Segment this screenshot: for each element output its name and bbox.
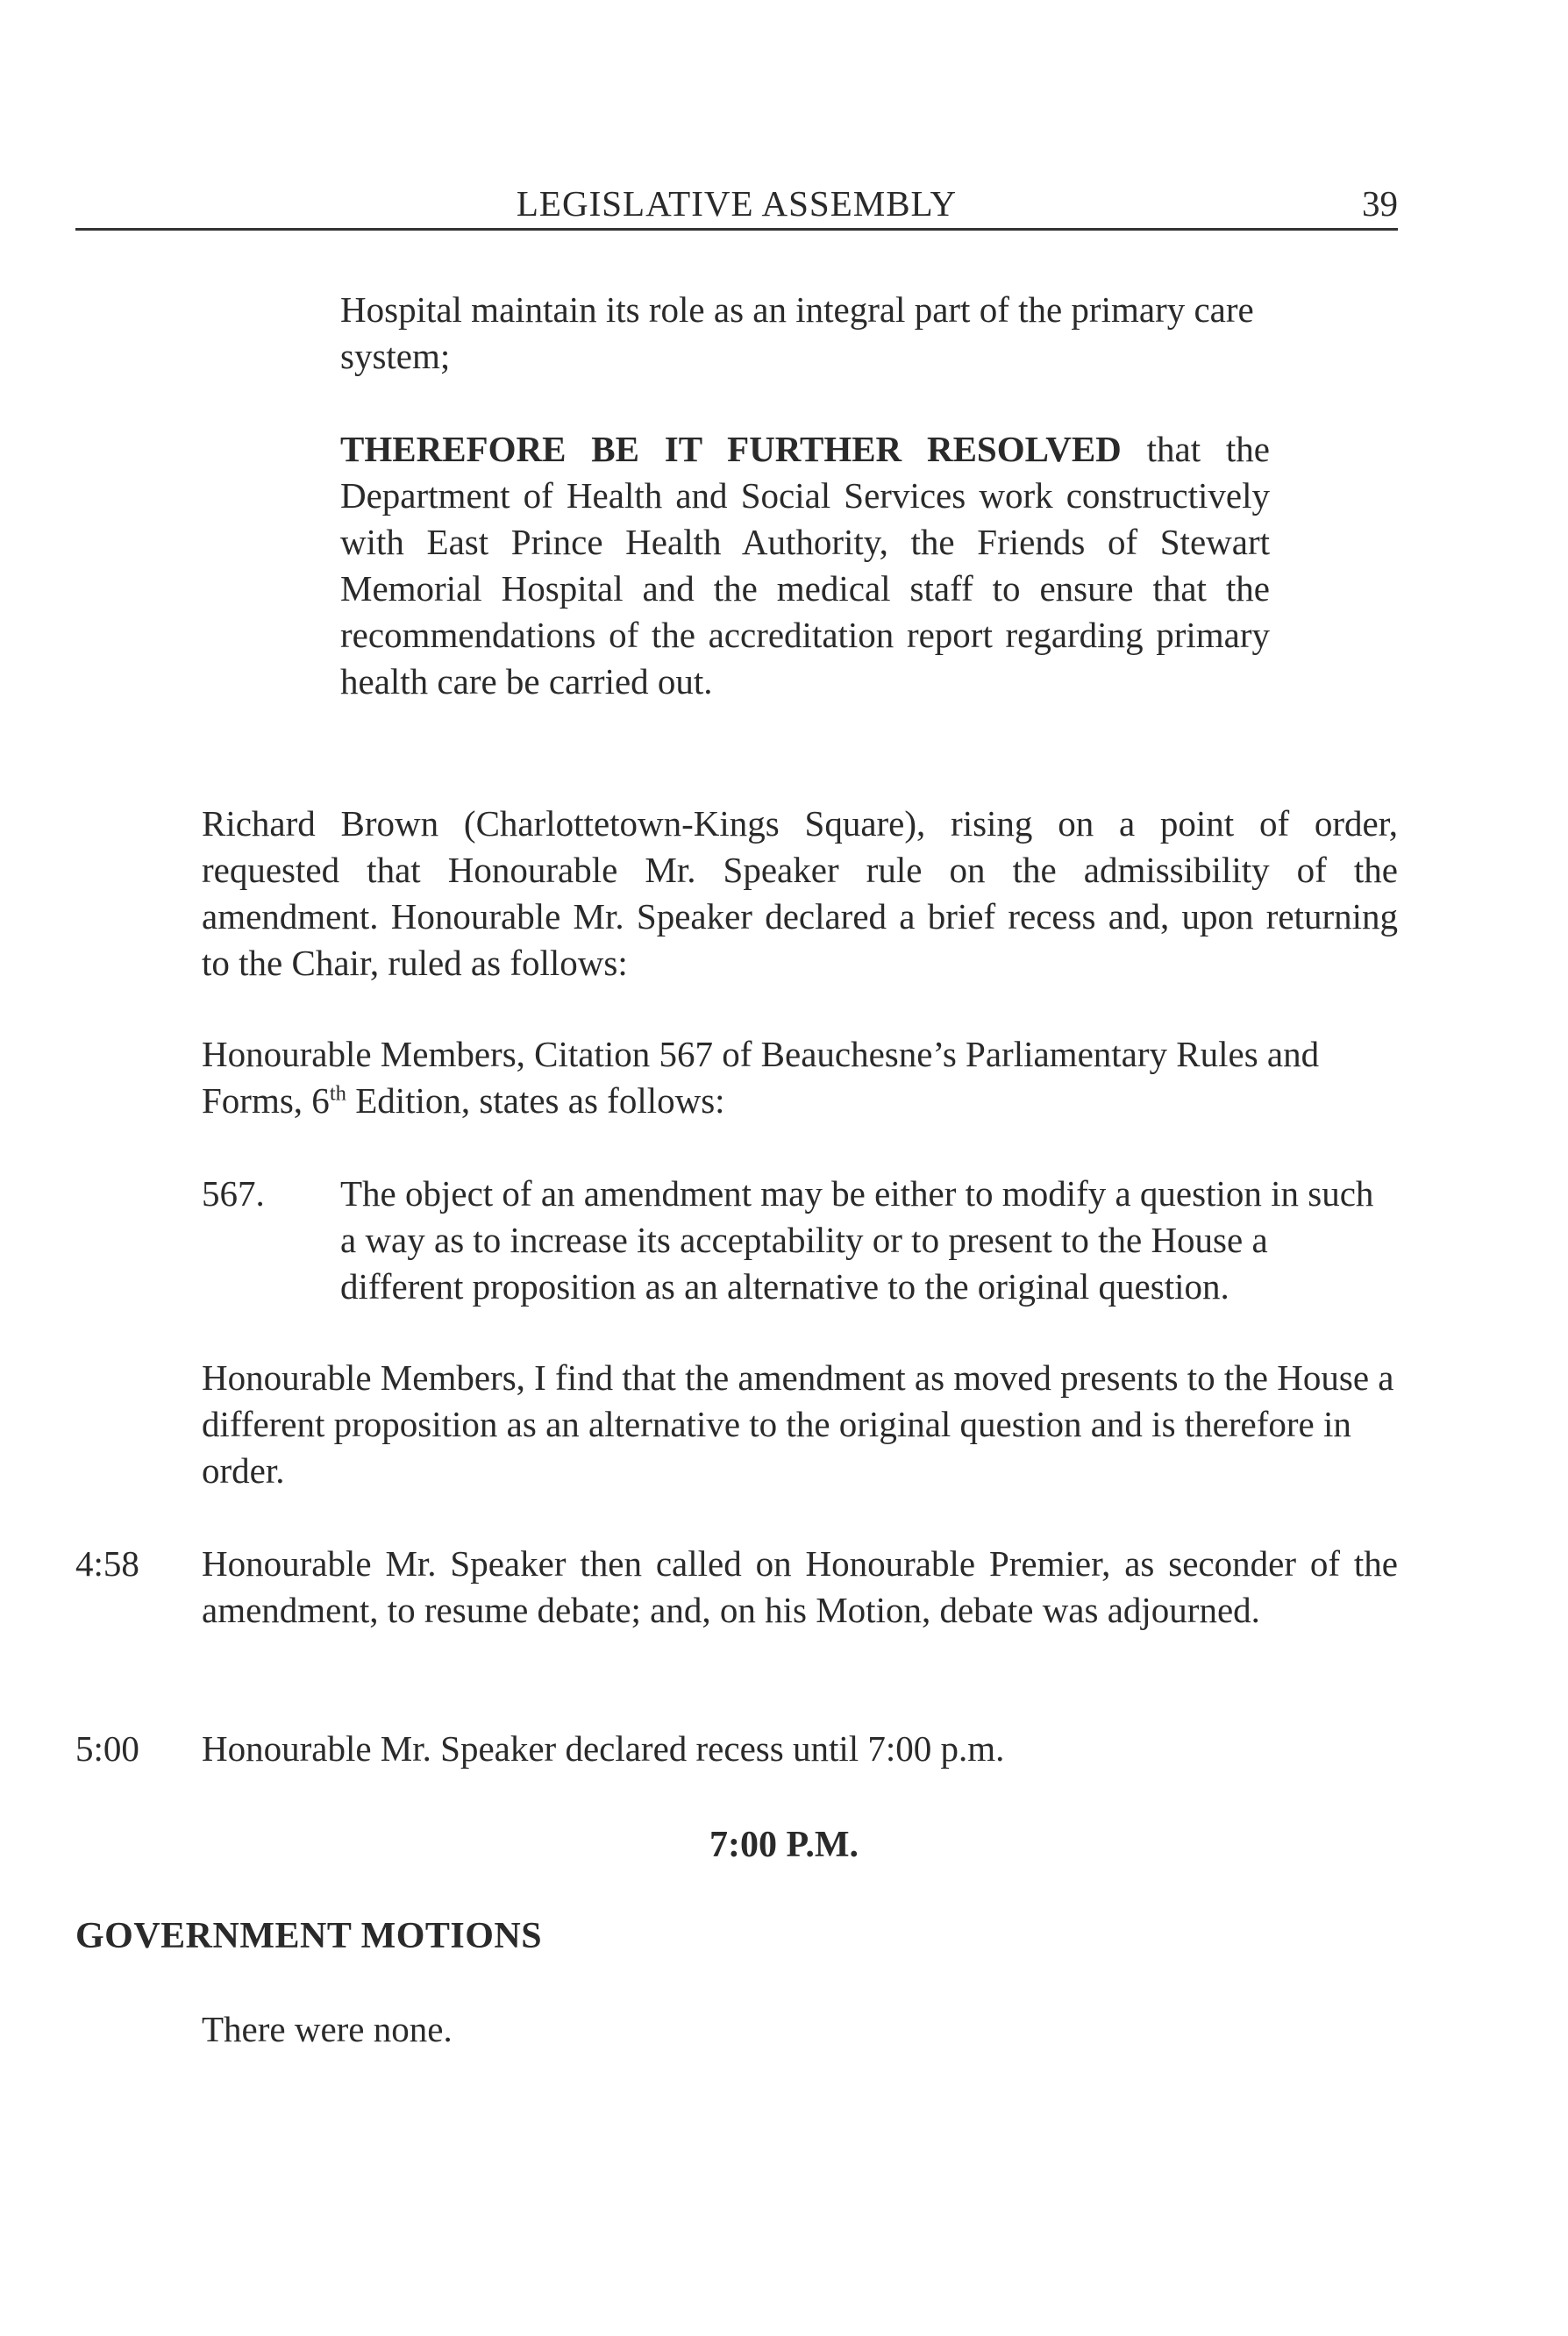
continued-paragraph: Hospital maintain its role as an integral part of the primary care system; xyxy=(340,289,1254,376)
evening-sitting-heading: 7:00 P.M. xyxy=(709,1825,859,1865)
page-header xyxy=(75,179,1398,231)
time-label: 5:00 xyxy=(75,1728,139,1769)
citation-number: 567. xyxy=(202,1173,265,1214)
time-label: 4:58 xyxy=(75,1543,139,1584)
section-text: There were none. xyxy=(202,2009,453,2049)
header-title: LEGISLATIVE ASSEMBLY xyxy=(516,183,958,224)
page-number: 39 xyxy=(1362,183,1398,224)
ordinal-suffix: th xyxy=(329,1081,346,1106)
ruling-conclusion-paragraph: Honourable Members, I find that the amendment as moved presents to the House a different proposition as an alternative to the original question and is therefore in order. xyxy=(202,1357,1394,1491)
section-heading: GOVERNMENT MOTIONS xyxy=(75,1916,543,1956)
ruling-intro-text: Honourable Members, Citation 567 of Beauchesne’s Parliamentary Rules and Forms, 6 xyxy=(202,1034,1320,1121)
ruling-intro-paragraph xyxy=(202,1031,1398,1124)
resolution-text: that the Department of Health and Social Services work constructively with East Prince Health Authority, the Friends of Stewart Memorial Hospital and the medical staff to ensure that the recommendations of the accreditation report regarding primary health care be carried out. xyxy=(340,429,1270,702)
ruling-intro-tail: Edition, states as follows: xyxy=(346,1080,725,1121)
resolution-paragraph xyxy=(340,426,1270,705)
proceedings-entry: Honourable Mr. Speaker declared recess until 7:00 p.m. xyxy=(202,1728,1005,1769)
proceedings-entry: Honourable Mr. Speaker then called on Honourable Premier, as seconder of the amendment, to resume debate; and, on his Motion, debate was adjourned. xyxy=(202,1543,1398,1630)
citation-text: The object of an amendment may be either to modify a question in such a way as to increase its acceptability or to present to the House a different proposition as an alternative to the original question. xyxy=(340,1173,1374,1307)
point-of-order-paragraph: Richard Brown (Charlottetown-Kings Square), rising on a point of order, requested that Honourable Mr. Speaker rule on the admissibility of the amendment. Honourable Mr. Speaker declared a brief recess and, upon returning to the Chair, ruled as follows: xyxy=(202,803,1398,983)
resolution-lead: THEREFORE BE IT FURTHER RESOLVED xyxy=(340,429,1122,469)
